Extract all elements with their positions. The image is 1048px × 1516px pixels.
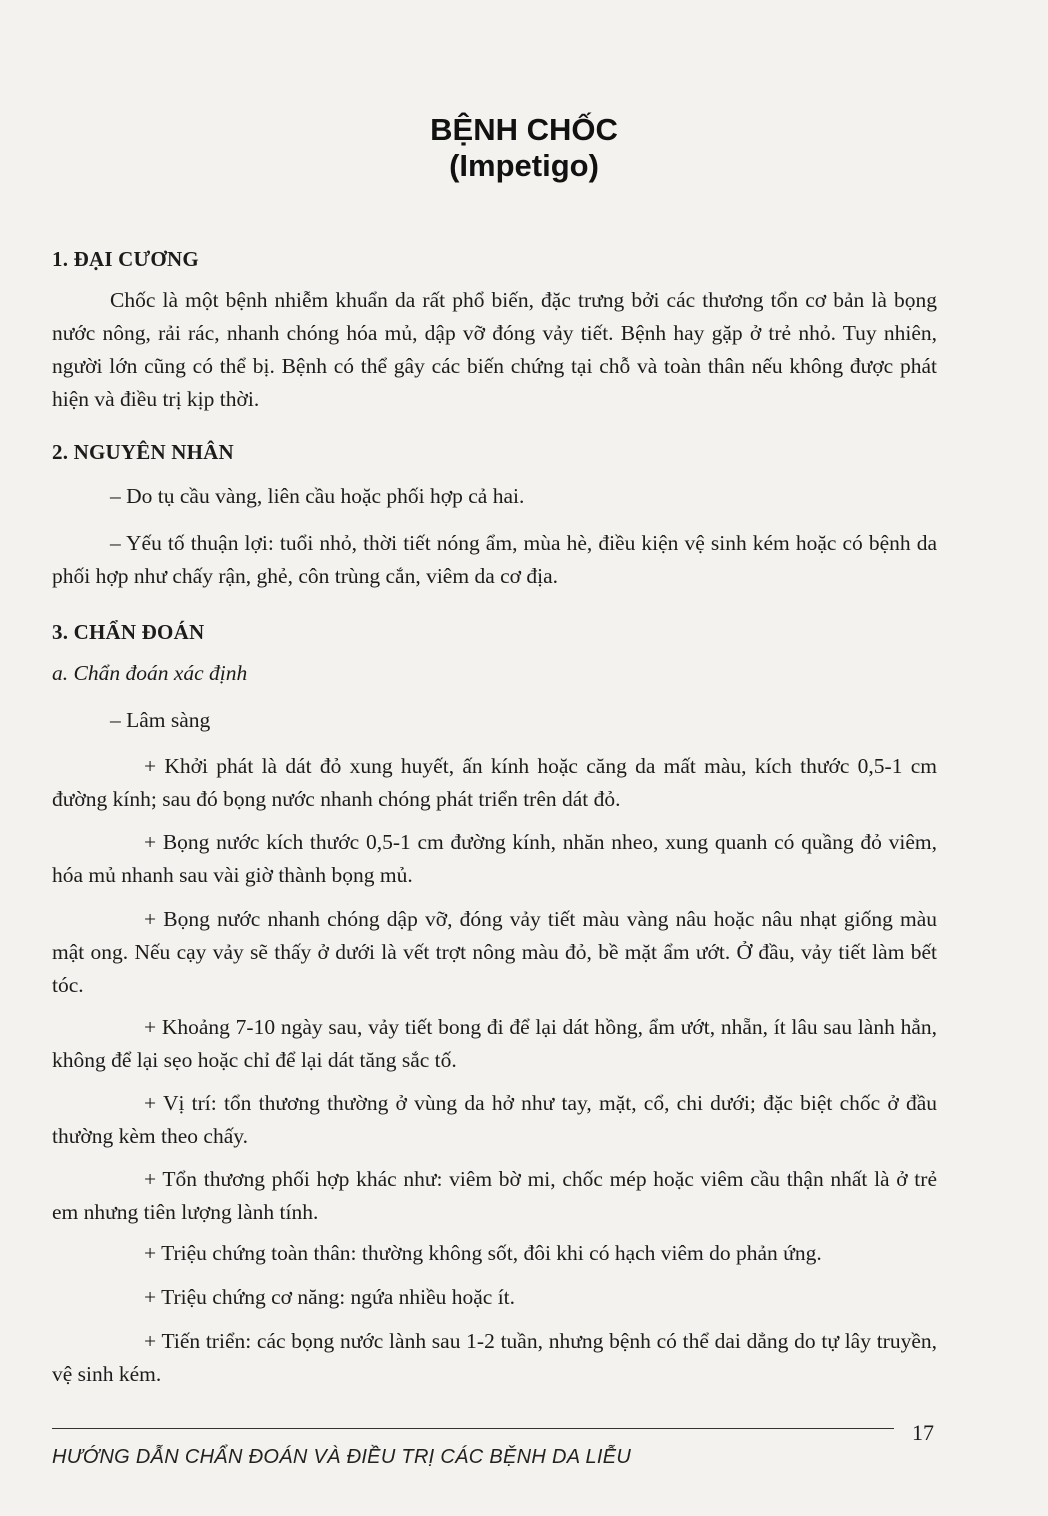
clinical-bullet-2: + Bọng nước kích thước 0,5-1 cm đường kính, nhăn nheo, xung quanh có quầng đỏ viêm, hóa mủ nhanh sau vài giờ thành bọng mủ.	[52, 830, 937, 887]
clinical-bullet-8: + Triệu chứng cơ năng: ngứa nhiều hoặc ít.	[144, 1285, 516, 1309]
clinical-bullet-9: + Tiến triển: các bọng nước lành sau 1-2 tuần, nhưng bệnh có thể dai dẳng do tự lây truyền, vệ sinh kém.	[52, 1329, 937, 1386]
page-subtitle: (Impetigo)	[449, 148, 599, 183]
footer-rule	[52, 1428, 894, 1429]
clinical-bullet-1: + Khởi phát là dát đỏ xung huyết, ấn kính hoặc căng da mất màu, kích thước 0,5-1 cm đường kính; sau đó bọng nước nhanh chóng phát triển trên dát đỏ.	[52, 754, 937, 811]
clinical-bullet-6: + Tổn thương phối hợp khác như: viêm bờ mi, chốc mép hoặc viêm cầu thận nhất là ở trẻ em nhưng tiên lượng lành tính.	[52, 1167, 937, 1224]
page-number: 17	[912, 1420, 934, 1445]
clinical-bullet-7: + Triệu chứng toàn thân: thường không sốt, đôi khi có hạch viêm do phản ứng.	[144, 1241, 822, 1265]
footer-book-title: HƯỚNG DẪN CHẨN ĐOÁN VÀ ĐIỀU TRỊ CÁC BỆNH DA LIỄU	[52, 1446, 632, 1468]
paragraph-overview: Chốc là một bệnh nhiễm khuẩn da rất phổ biến, đặc trưng bởi các thương tổn cơ bản là bọng nước nông, rải rác, nhanh chóng hóa mủ, dập vỡ đóng vảy tiết. Bệnh hay gặp ở trẻ nhỏ. Tuy nhiên, người lớn cũng có thể bị. Bệnh có thể gây các biến chứng tại chỗ và toàn thân nếu không được phát hiện và điều trị kịp thời.	[52, 288, 937, 411]
clinical-bullet-5: + Vị trí: tổn thương thường ở vùng da hở như tay, mặt, cổ, chi dưới; đặc biệt chốc ở đầu thường kèm theo chấy.	[52, 1091, 937, 1148]
clinical-label: – Lâm sàng	[110, 708, 211, 732]
page-title: BỆNH CHỐC	[430, 112, 618, 147]
cause-item-2: – Yếu tố thuận lợi: tuổi nhỏ, thời tiết nóng ẩm, mùa hè, điều kiện vệ sinh kém hoặc có bệnh da phối hợp như chấy rận, ghẻ, côn trùng cắn, viêm da cơ địa.	[52, 531, 937, 588]
clinical-bullet-4: + Khoảng 7-10 ngày sau, vảy tiết bong đi để lại dát hồng, ẩm ướt, nhẵn, ít lâu sau lành hẳn, không để lại sẹo hoặc chỉ để lại dát tăng sắc tố.	[52, 1015, 937, 1072]
section-heading-2: 2. NGUYÊN NHÂN	[52, 440, 234, 464]
clinical-bullet-3: + Bọng nước nhanh chóng dập vỡ, đóng vảy tiết màu vàng nâu hoặc nâu nhạt giống màu mật ong. Nếu cạy vảy sẽ thấy ở dưới là vết trợt nông màu đỏ, bề mặt ẩm ướt. Ở đầu, vảy tiết làm bết tóc.	[52, 907, 937, 997]
section-heading-3: 3. CHẨN ĐOÁN	[52, 620, 205, 644]
cause-item-1: – Do tụ cầu vàng, liên cầu hoặc phối hợp cả hai.	[110, 484, 525, 508]
section-heading-1: 1. ĐẠI CƯƠNG	[52, 247, 199, 271]
subsection-heading: a. Chẩn đoán xác định	[52, 661, 248, 685]
